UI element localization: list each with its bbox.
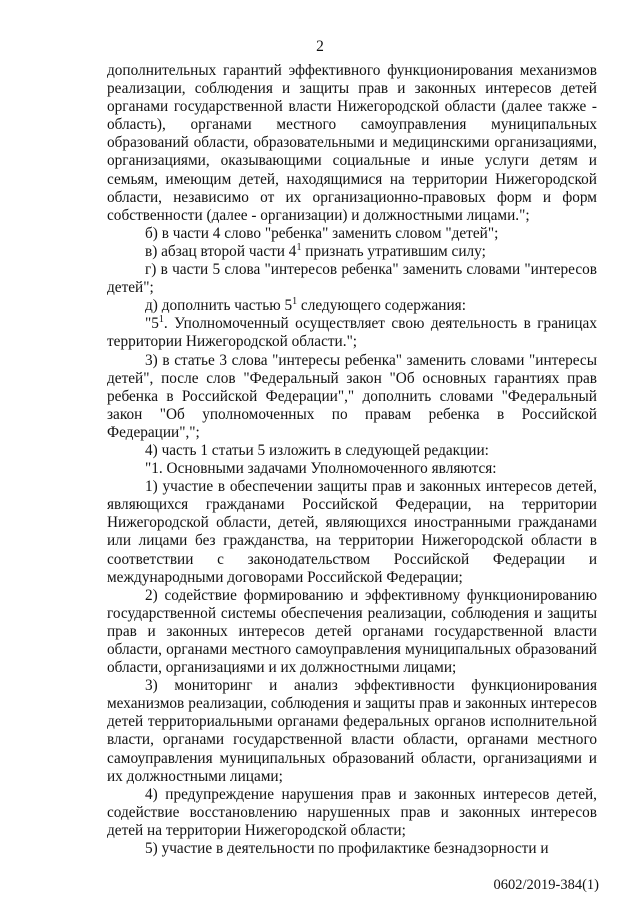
paragraph-text: следующего содержания: [297, 297, 466, 315]
superscript: 1 [292, 296, 298, 308]
paragraph: г) в части 5 слова "интересов ребенка" заменить словами "интересов детей"; [107, 261, 597, 297]
document-body [107, 62, 597, 858]
paragraph: 2) содействие формированию и эффективному функционированию государственной системы обеспечения реализации, соблюдения и защиты прав и законных интересов детей органами государственной власти области, органами местного самоуправления муниципальных образований области, организациями и их должностными лицами; [107, 586, 597, 677]
document-number: 0602/2019-384(1) [493, 877, 599, 893]
paragraph: 5) участие в деятельности по профилактике безнадзорности и [145, 840, 549, 858]
paragraph-text: д) дополнить частью 5 [145, 297, 293, 315]
paragraph [107, 315, 597, 351]
paragraph-text: признать утратившим силу; [301, 242, 486, 260]
paragraph: дополнительных гарантий эффективного функционирования механизмов реализации, соблюдения и защиты прав и законных интересов детей органами государственной власти Нижегородской области (далее также - область), органами местного самоуправления муниципальных образований области, образовательными и медицинскими организациями, организациями, оказывающими социальные и иные услуги детям и семьям, имеющим детей, находящимися на территории Нижегородской области, независимо от их организационно-правовых форм и форм собственности (далее - организации) и должностными лицами."; [107, 62, 597, 224]
paragraph: б) в части 4 слово "ребенка" заменить словом "детей"; [145, 224, 499, 242]
paragraph-text: в) абзац второй части 4 [145, 242, 297, 260]
paragraph: 3) мониторинг и анализ эффективности функционирования механизмов реализации, соблюдения и защиты прав и законных интересов детей территориальными органами федеральных органов исполнительной власти, органами государственной власти области, органами местного самоуправления муниципальных образований области, организациями и их должностными лицами; [107, 677, 597, 785]
paragraph-text: . Уполномоченный осуществляет свою деятельность в границах территории Нижегородской области."; [107, 315, 597, 351]
paragraph: 4) часть 1 статьи 5 изложить в следующей редакции: [145, 441, 489, 459]
paragraph: 4) предупреждение нарушения прав и законных интересов детей, содействие восстановлению нарушенных прав и законных интересов детей на территории Нижегородской области; [107, 785, 597, 839]
paragraph [107, 243, 597, 261]
superscript: 1 [158, 314, 164, 326]
superscript: 1 [296, 241, 302, 253]
paragraph-text: "5 [145, 315, 159, 333]
page-number: 2 [316, 38, 324, 55]
paragraph [107, 297, 597, 315]
paragraph: 1) участие в обеспечении защиты прав и законных интересов детей, являющихся гражданами Российской Федерации, на территории Нижегородской области, детей, являющихся иностранными гражданами или лицами без гражданства, на территории Нижегородской области в соответствии с законодательством Российской Федерации и международными договорами Российской Федерации; [107, 478, 597, 586]
paragraph: "1. Основными задачами Уполномоченного являются: [145, 460, 497, 478]
paragraph: 3) в статье 3 слова "интересы ребенка" заменить словами "интересы детей", после слов "Федеральный закон "Об основных гарантиях прав ребенка в Российской Федерации"," дополнить словами "Федеральный закон "Об уполномоченных по правам ребенка в Российской Федерации","; [107, 351, 597, 441]
